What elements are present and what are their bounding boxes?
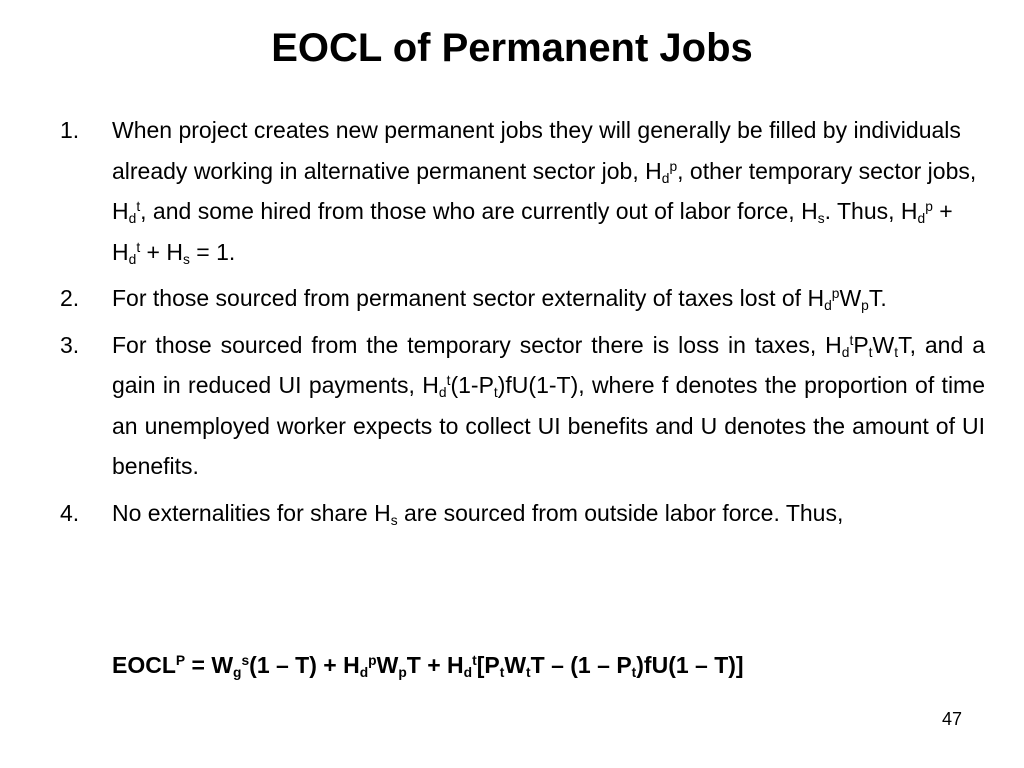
- numbered-list: [60, 110, 985, 539]
- list-number: 4.: [60, 499, 80, 526]
- list-item-text: When project creates new permanent jobs they will generally be filled by individuals already working in alternative permanent sector job, $H_d^p$, other temporary sector jobs, $H_d^t$, and some hired from those who are currently out of labor force, $H_s$. Thus, $H_d^p + H_d^t + H_s = 1$.: [112, 117, 977, 267]
- list-item-3: [60, 325, 985, 487]
- list-number: 1.: [60, 117, 80, 143]
- list-number: 2.: [60, 285, 80, 311]
- eocl-formula: $EOCL^P = W_g^s(1 - T) + H_d^pW_pT + H_d^t[P_tW_tT - (1 - P_t)fU(1 - T)]$: [112, 652, 744, 681]
- list-number: 3.: [60, 331, 80, 358]
- list-item-2: [60, 278, 985, 319]
- list-item-text: For those sourced from permanent sector externality of taxes lost of $H_d^pW_pT$.: [112, 285, 887, 314]
- page-number: 47: [941, 709, 962, 729]
- list-item-1: [60, 110, 985, 272]
- list-item-text: For those sourced from the temporary sector there is loss in taxes, $H_d^tP_tW_tT$, and a gain in reduced UI payments, $H_d^t(1-P_t)fU(1-T)$, where f denotes the proportion of time an unemployed worker expects to collect UI benefits and U denotes the amount of UI benefits.: [112, 331, 986, 479]
- slide-title: EOCL of Permanent Jobs: [271, 26, 753, 70]
- list-item-text: No externalities for share $H_s$ are sourced from outside labor force. Thus,: [112, 499, 844, 528]
- list-item-4: [60, 493, 985, 534]
